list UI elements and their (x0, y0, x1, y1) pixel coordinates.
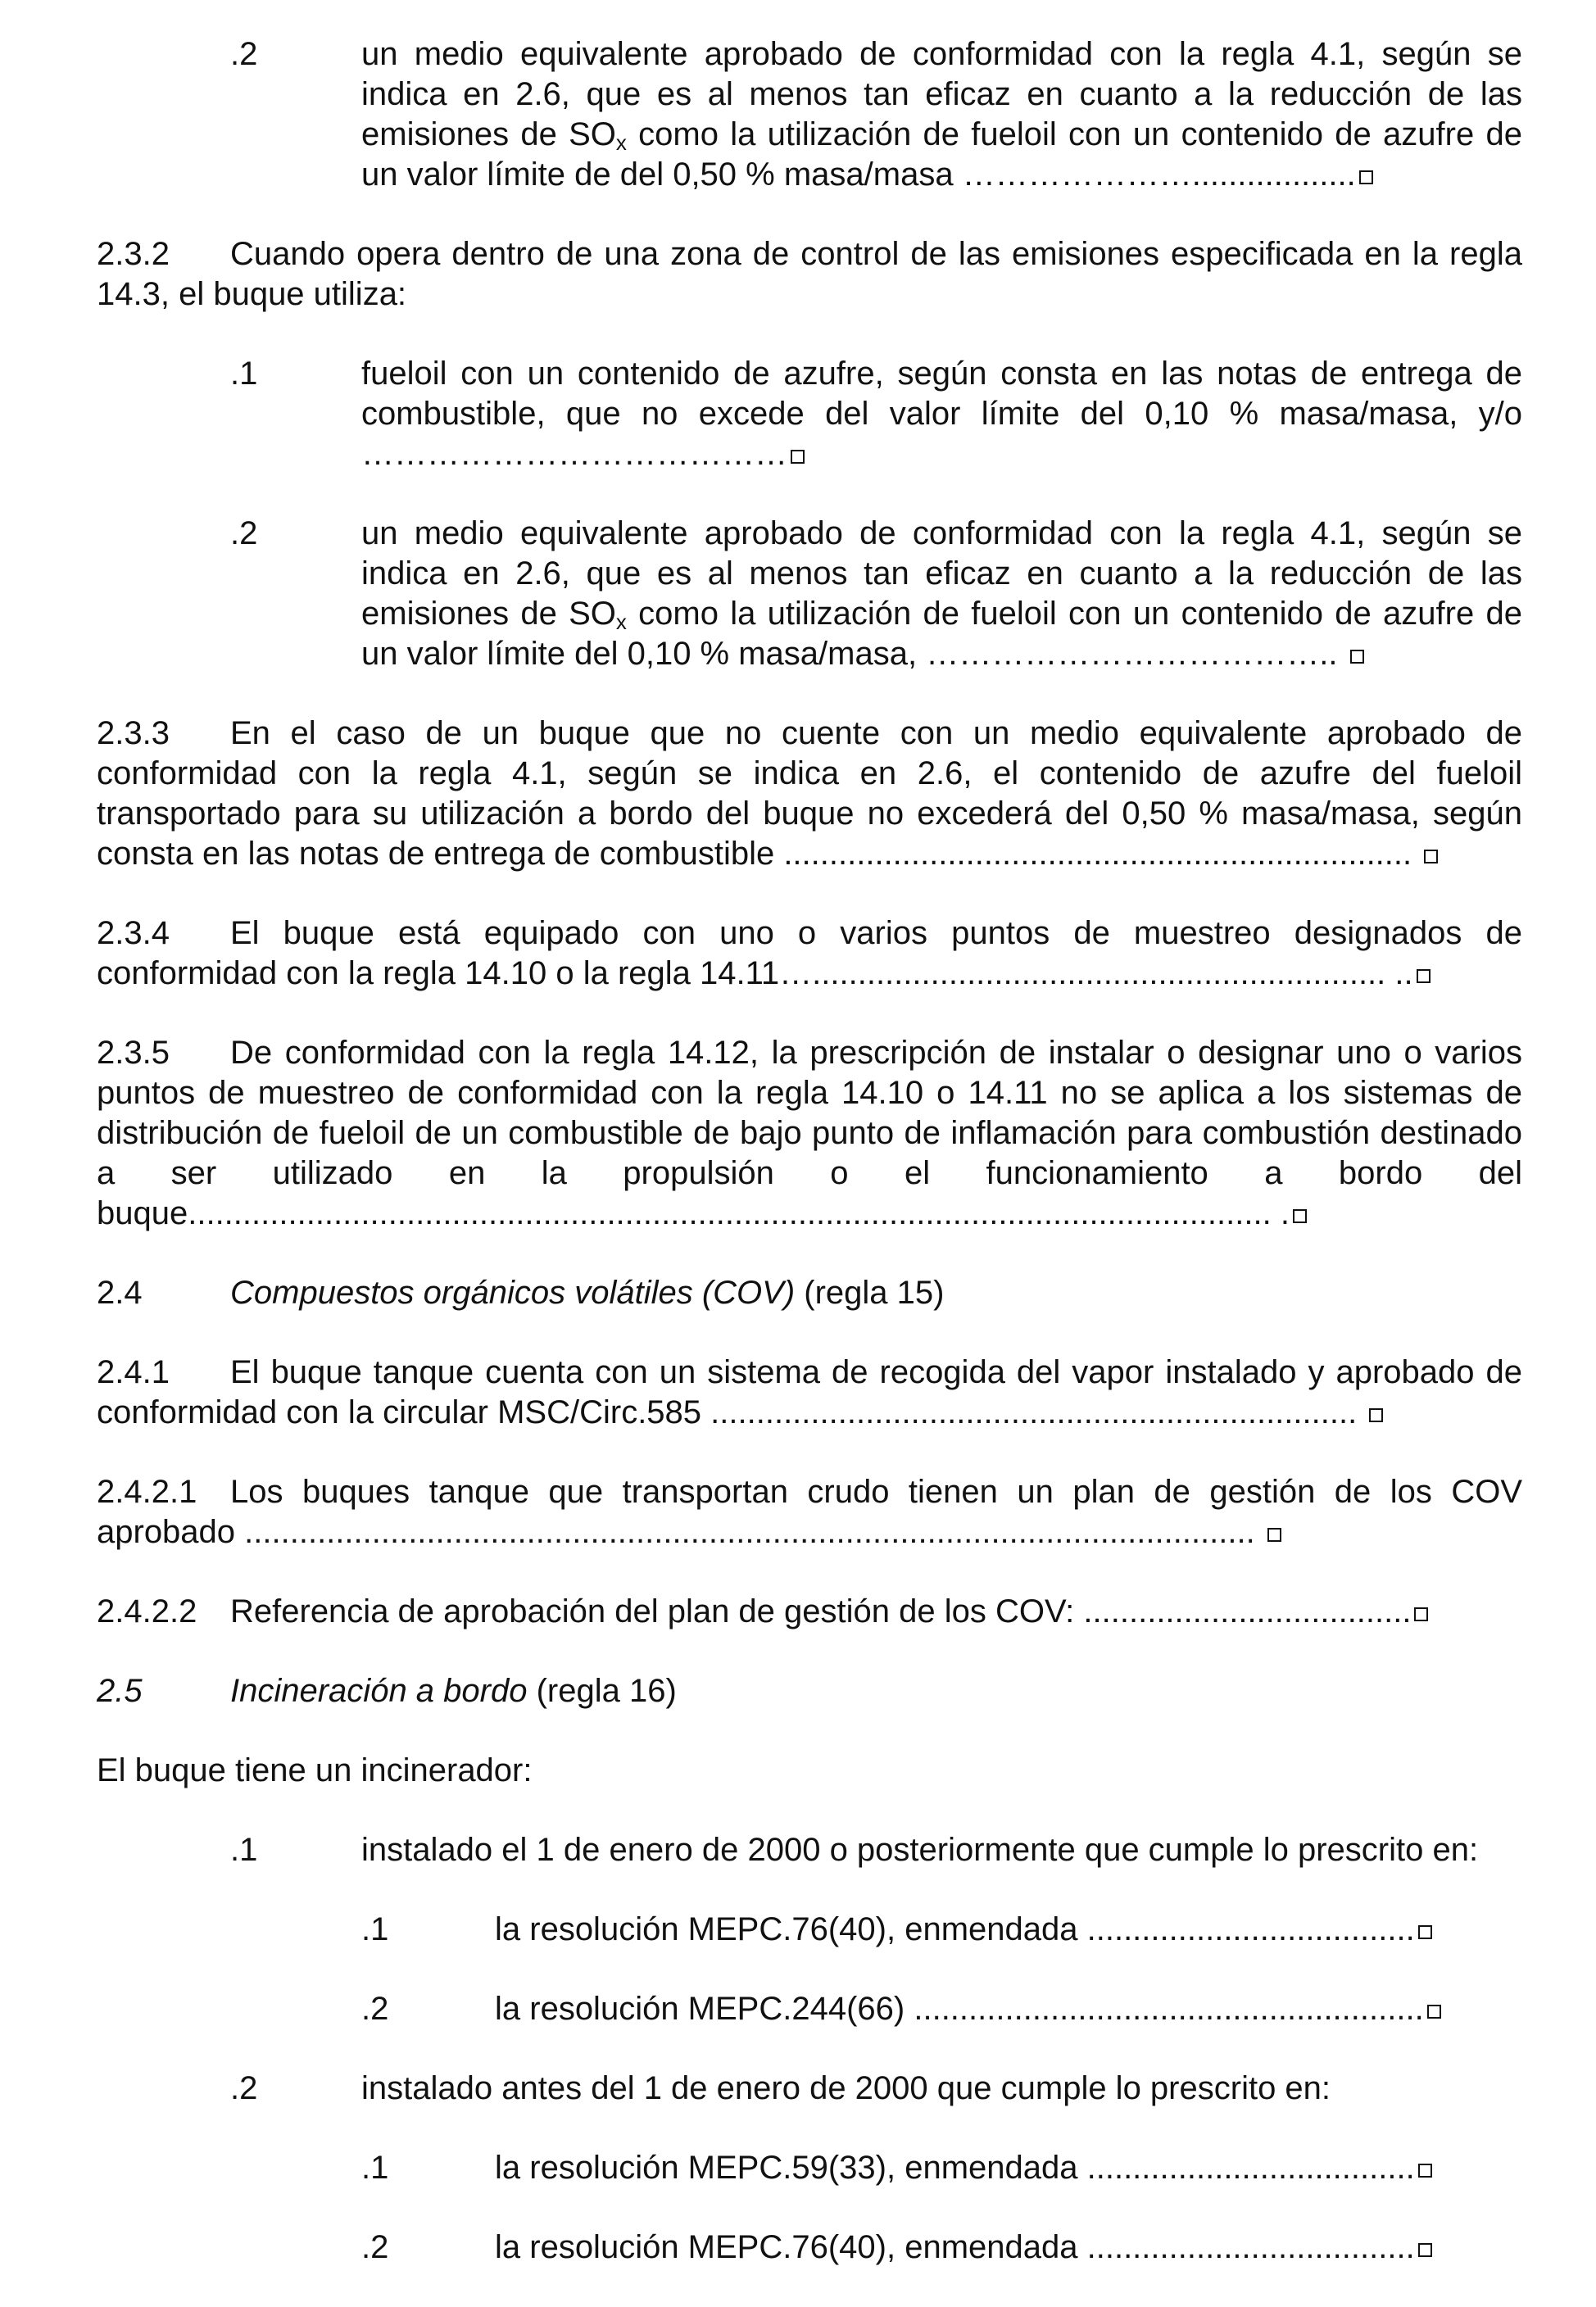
subitem-1-1 (97, 1910, 1522, 1950)
section-2-4-2-2 (97, 1592, 1522, 1632)
item-2-3-1-2 (97, 34, 1522, 195)
item-label: .1 (361, 2150, 389, 2186)
item-text: instalado el 1 de enero de 2000 o posteriormente que cumple lo prescrito en: (361, 1832, 1479, 1868)
item-text-part: un medio equivalente aprobado de conformidad con la regla 4.1, según se indica en 2.6, que es al menos tan eficaz en cuanto a la reducción de las emisiones de SO (361, 515, 1522, 632)
item-text-part: como la utilización de fueloil con un contenido de azufre de un valor límite de del 0,50 % masa/masa ………………….................. (361, 116, 1522, 193)
item-text: la resolución MEPC.76(40), enmendada .................................... (495, 2229, 1415, 2265)
item-label: .2 (361, 2229, 389, 2265)
checkbox-icon[interactable] (791, 450, 805, 464)
document-page (97, 34, 1522, 2307)
checkbox-icon[interactable] (1424, 850, 1438, 863)
item-label: .1 (361, 1911, 389, 1947)
checkbox-icon[interactable] (1427, 2005, 1441, 2019)
checkbox-icon[interactable] (1359, 170, 1373, 184)
checkbox-icon[interactable] (1369, 1408, 1383, 1422)
heading-2-4 (97, 1273, 1522, 1313)
checkbox-icon[interactable] (1418, 2164, 1432, 2178)
checkbox-icon[interactable] (1414, 1607, 1428, 1621)
subitem-1-2 (97, 1989, 1522, 2029)
item-text: fueloil con un contenido de azufre, según consta en las notas de entrega de combustible, que no excede del valor límite del 0,10 % masa/masa, y/o ………………………………… (361, 356, 1522, 472)
item-text: la resolución MEPC.76(40), enmendada .................................... (495, 1911, 1415, 1947)
item-label: .1 (230, 1832, 258, 1868)
section-text: El buque está equipado con uno o varios puntos de muestreo designados de conformidad con la regla 14.10 o la regla 14.11…............................................................... .. (97, 915, 1522, 991)
section-number: 2.4.2.2 (97, 1593, 197, 1629)
item-incinerator-2 (97, 2069, 1522, 2109)
subscript: x (615, 610, 627, 634)
section-2-3-4 (97, 913, 1522, 994)
item-text: instalado antes del 1 de enero de 2000 que cumple lo prescrito en: (361, 2070, 1331, 2106)
paragraph-incinerator (97, 1751, 1522, 1791)
paragraph-text: El buque tiene un incinerador: (97, 1752, 533, 1788)
section-text: Referencia de aprobación del plan de gestión de los COV: .................................... (230, 1593, 1412, 1629)
section-text: En el caso de un buque que no cuente con un medio equivalente aprobado de conformidad con la regla 4.1, según se indica en 2.6, el contenido de azufre del fueloil transportado para su utilización a bordo del buque no excederá del 0,50 % masa/masa, según consta en las notas de entrega de combustible ..................................................................... (97, 715, 1522, 872)
item-text (361, 34, 1522, 195)
checkbox-icon[interactable] (1418, 1925, 1432, 1939)
subitem-2-1 (97, 2148, 1522, 2188)
subscript: x (615, 130, 627, 155)
heading-rest: (regla 16) (527, 1673, 677, 1709)
heading-rest: (regla 15) (795, 1275, 945, 1311)
checkbox-icon[interactable] (1267, 1528, 1281, 1542)
heading-title: Incineración a bordo (230, 1673, 528, 1709)
section-number: 2.3.4 (97, 915, 170, 951)
section-number: 2.4.2.1 (97, 1474, 197, 1510)
section-number: 2.3.5 (97, 1035, 170, 1071)
section-number: 2.4 (97, 1275, 143, 1311)
item-label: .2 (230, 36, 258, 72)
section-2-4-2-1 (97, 1472, 1522, 1552)
heading-title: Compuestos orgánicos volátiles (COV) (230, 1275, 796, 1311)
heading-2-5 (97, 1671, 1522, 1711)
checkbox-icon[interactable] (1418, 2243, 1432, 2257)
subitem-2-2 (97, 2228, 1522, 2268)
section-text: De conformidad con la regla 14.12, la prescripción de instalar o designar uno o varios puntos de muestreo de conformidad con la regla 14.10 o 14.11 no se aplica a los sistemas de distribución de fueloil de un combustible de bajo punto de inflamación para combustión destinado a ser utilizado en la propulsión o el funcionamiento a bordo del buque....................................................................................................................... . (97, 1035, 1522, 1231)
section-2-3-3 (97, 714, 1522, 874)
checkbox-icon[interactable] (1293, 1209, 1307, 1223)
section-text: El buque tanque cuenta con un sistema de recogida del vapor instalado y aprobado de conformidad con la circular MSC/Circ.585 ....................................................................... (97, 1354, 1522, 1430)
section-2-3-5 (97, 1033, 1522, 1234)
section-number: 2.4.1 (97, 1354, 170, 1390)
item-text: la resolución MEPC.59(33), enmendada .................................... (495, 2150, 1415, 2186)
item-text-part: como la utilización de fueloil con un contenido de azufre de un valor límite del 0,10 % masa/masa, ……………………………….. (361, 596, 1522, 672)
section-number: 2.3.3 (97, 715, 170, 751)
item-label: .1 (230, 356, 258, 392)
item-label: .2 (230, 2070, 258, 2106)
item-label: .2 (361, 1991, 389, 2027)
section-2-3-2 (97, 234, 1522, 315)
item-2-3-2-1 (97, 354, 1522, 474)
section-2-4-1 (97, 1353, 1522, 1433)
item-incinerator-1 (97, 1830, 1522, 1870)
item-text: la resolución MEPC.244(66) ........................................................ (495, 1991, 1424, 2027)
section-number: 2.5 (97, 1673, 143, 1709)
item-label: .2 (230, 515, 258, 551)
item-text-part: un medio equivalente aprobado de conformidad con la regla 4.1, según se indica en 2.6, que es al menos tan eficaz en cuanto a la reducción de las emisiones de SO (361, 36, 1522, 152)
checkbox-icon[interactable] (1350, 650, 1364, 664)
section-number: 2.3.2 (97, 236, 170, 272)
section-text: Cuando opera dentro de una zona de control de las emisiones especificada en la regla 14.3, el buque utiliza: (97, 236, 1522, 312)
checkbox-icon[interactable] (1417, 969, 1431, 983)
item-2-3-2-2 (97, 514, 1522, 674)
section-text: Los buques tanque que transportan crudo tienen un plan de gestión de los COV aprobado ............................................................................................................... (97, 1474, 1522, 1550)
